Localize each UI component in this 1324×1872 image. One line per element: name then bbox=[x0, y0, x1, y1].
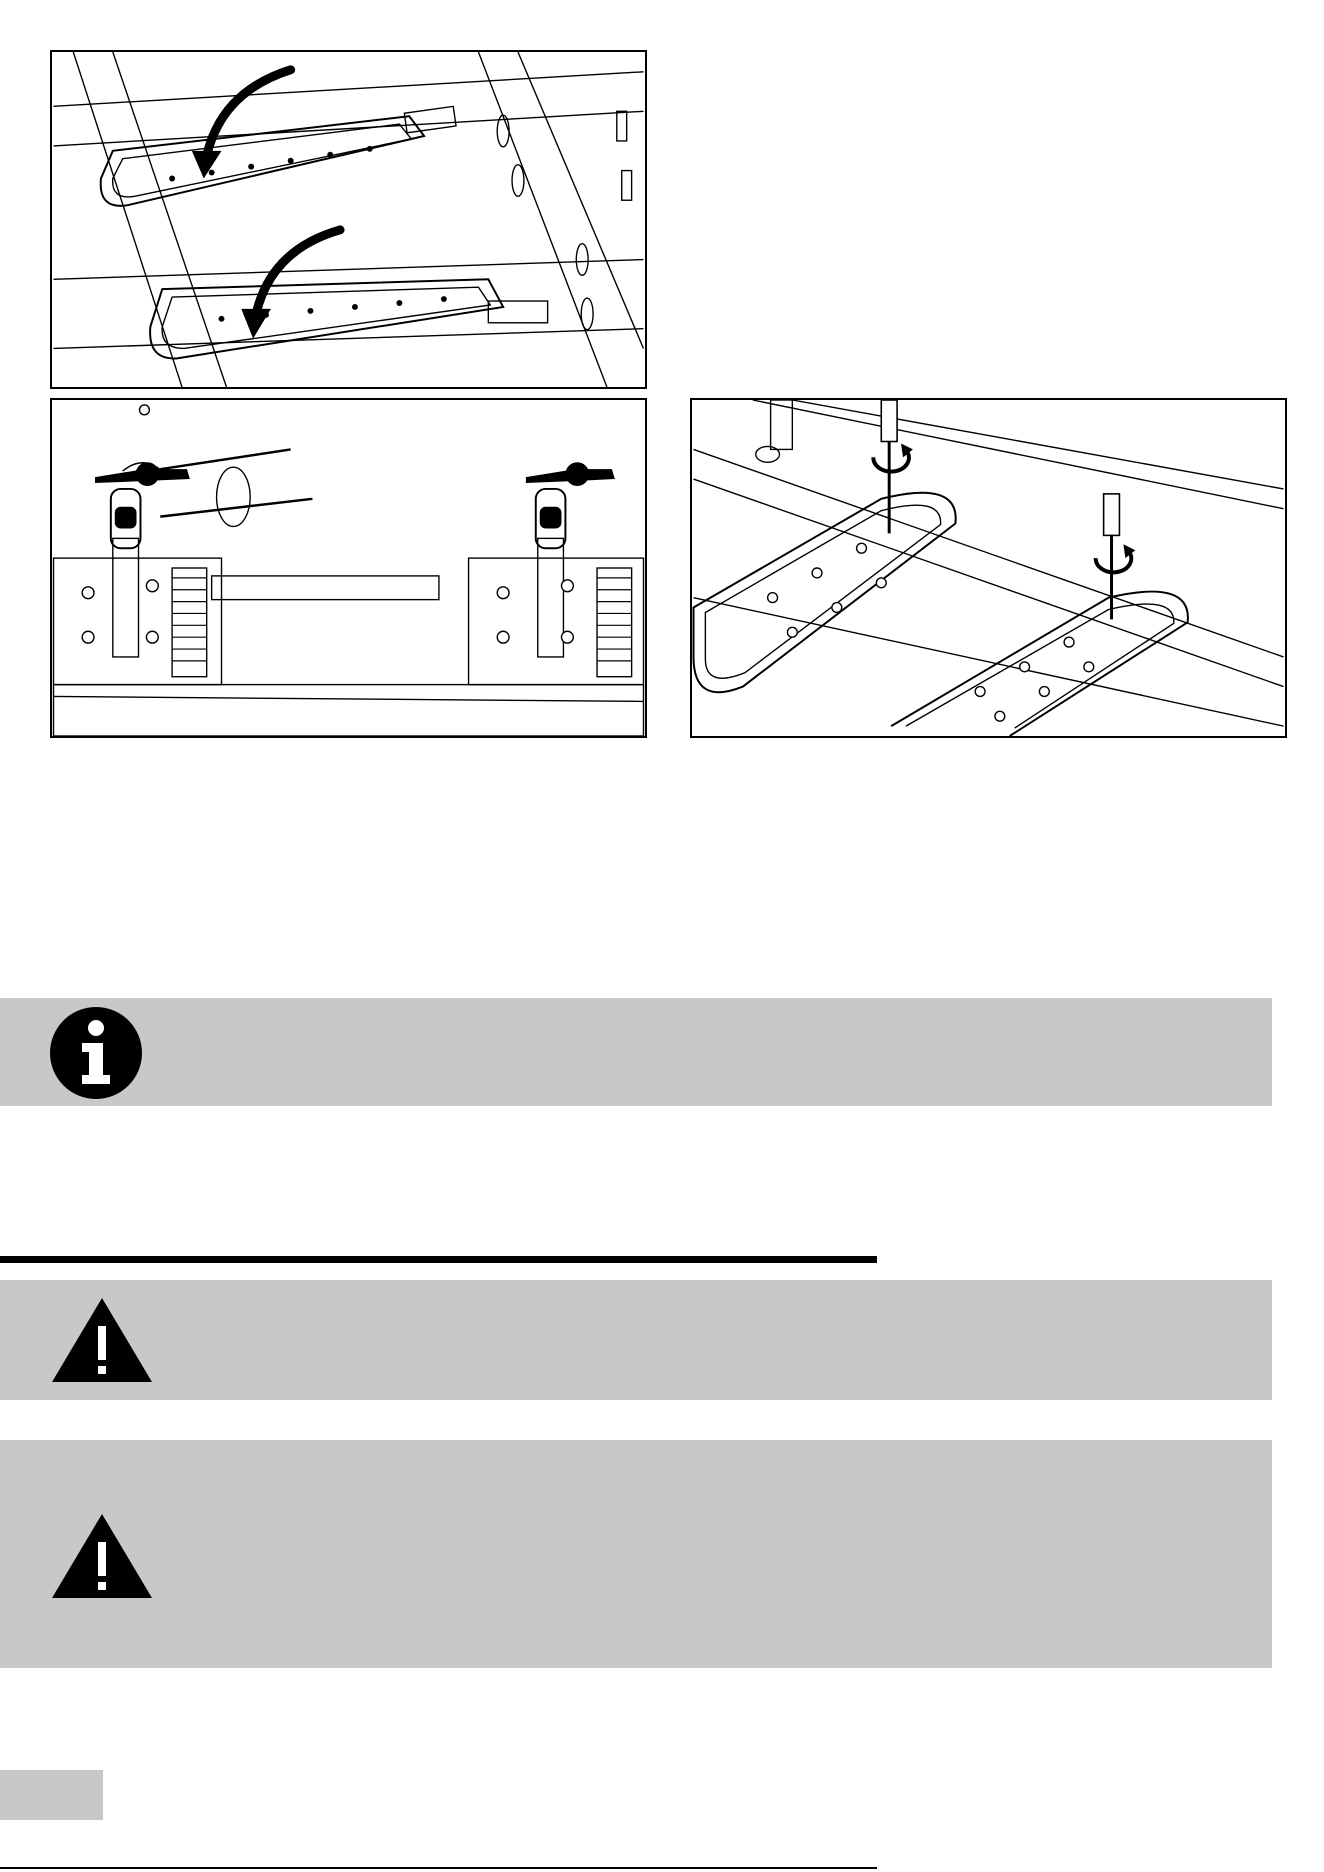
warning-triangle-icon bbox=[50, 1296, 154, 1384]
figure-burner-screw-fastening bbox=[690, 398, 1287, 738]
figure-burner-valve-connections bbox=[50, 398, 647, 738]
page-number-tab bbox=[0, 1770, 103, 1820]
warning-triangle-icon bbox=[50, 1512, 154, 1600]
info-icon bbox=[50, 1007, 142, 1099]
section-divider bbox=[0, 1256, 877, 1263]
burners-lowering-illustration bbox=[52, 52, 645, 387]
valve-connections-illustration bbox=[52, 400, 645, 736]
screw-fastening-illustration bbox=[692, 400, 1285, 736]
info-panel bbox=[0, 998, 1272, 1106]
footer-rule bbox=[0, 1867, 877, 1869]
figure-burners-lowering bbox=[50, 50, 647, 389]
warning-panel-1 bbox=[0, 1280, 1272, 1400]
warning-panel-2 bbox=[0, 1440, 1272, 1668]
